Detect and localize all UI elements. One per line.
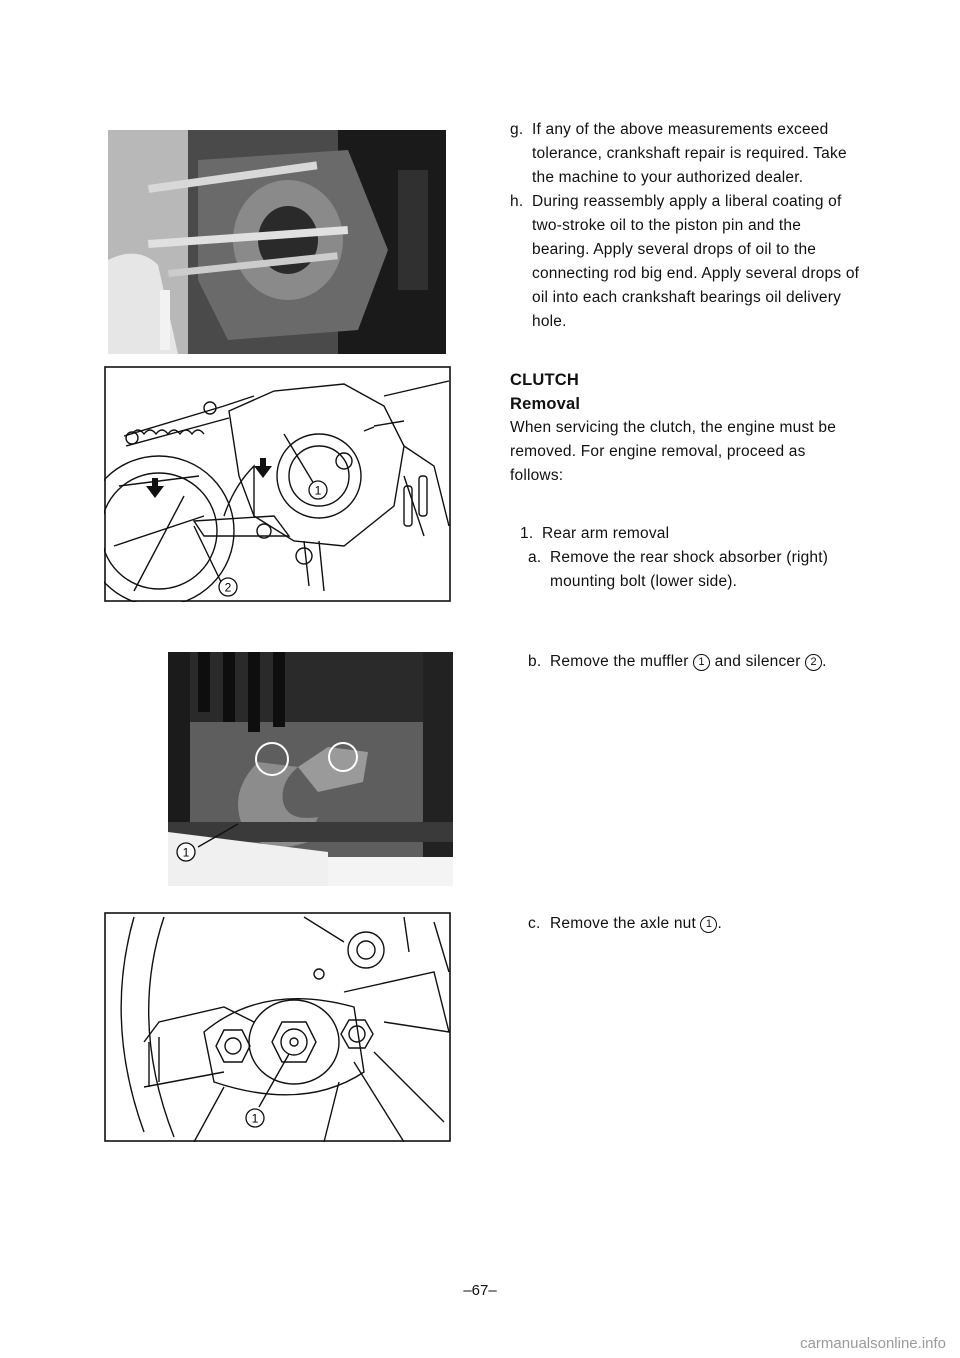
- step-g: g. If any of the above measurements exceed tolerance, crankshaft repair is required. Take the machine to your authorized dealer.: [510, 121, 847, 186]
- section-title: CLUTCH: [510, 371, 580, 389]
- callout-ref-1: 1: [700, 916, 717, 933]
- muffler-photo: [168, 652, 453, 886]
- section-intro: When servicing the clutch, the engine must be removed. For engine removal, proceed as follows:: [510, 419, 837, 484]
- fig4-callout-1: 1: [251, 1111, 259, 1126]
- fig2-callout-2: 2: [224, 580, 232, 595]
- crankshaft-photo: [108, 130, 446, 354]
- fig3-callout-1: 1: [182, 845, 190, 860]
- rear-arm-removal-steps: [520, 522, 860, 594]
- step-1b-block: [528, 650, 868, 674]
- fig2-callout-1: 1: [314, 483, 322, 498]
- section-subtitle: Removal: [510, 395, 581, 413]
- rear-arm-diagram: [104, 366, 451, 602]
- watermark: carmanualsonline.info: [800, 1335, 946, 1352]
- step-1a: a. Remove the rear shock absorber (right) mounting bolt (lower side).: [528, 549, 829, 590]
- clutch-section: [510, 368, 860, 488]
- step-1c-block: [528, 912, 868, 936]
- step-h: h. During reassembly apply a liberal coating of two-stroke oil to the piston pin and the bearing. Apply several drops of oil to the connecting rod big end. Apply several drops of oil into each crankshaft bearings oil delivery hole.: [510, 193, 860, 330]
- callout-ref-2: 2: [805, 654, 822, 671]
- callout-ref-1: 1: [693, 654, 710, 671]
- page-number: –67–: [463, 1282, 497, 1299]
- crankshaft-steps: [510, 118, 860, 334]
- axle-nut-diagram: [104, 912, 451, 1142]
- step-1: 1. Rear arm removal: [520, 525, 670, 542]
- step-1c: c. Remove the axle nut 1 .: [528, 915, 722, 932]
- step-1b: b. Remove the muffler 1 and silencer 2 .: [528, 653, 827, 670]
